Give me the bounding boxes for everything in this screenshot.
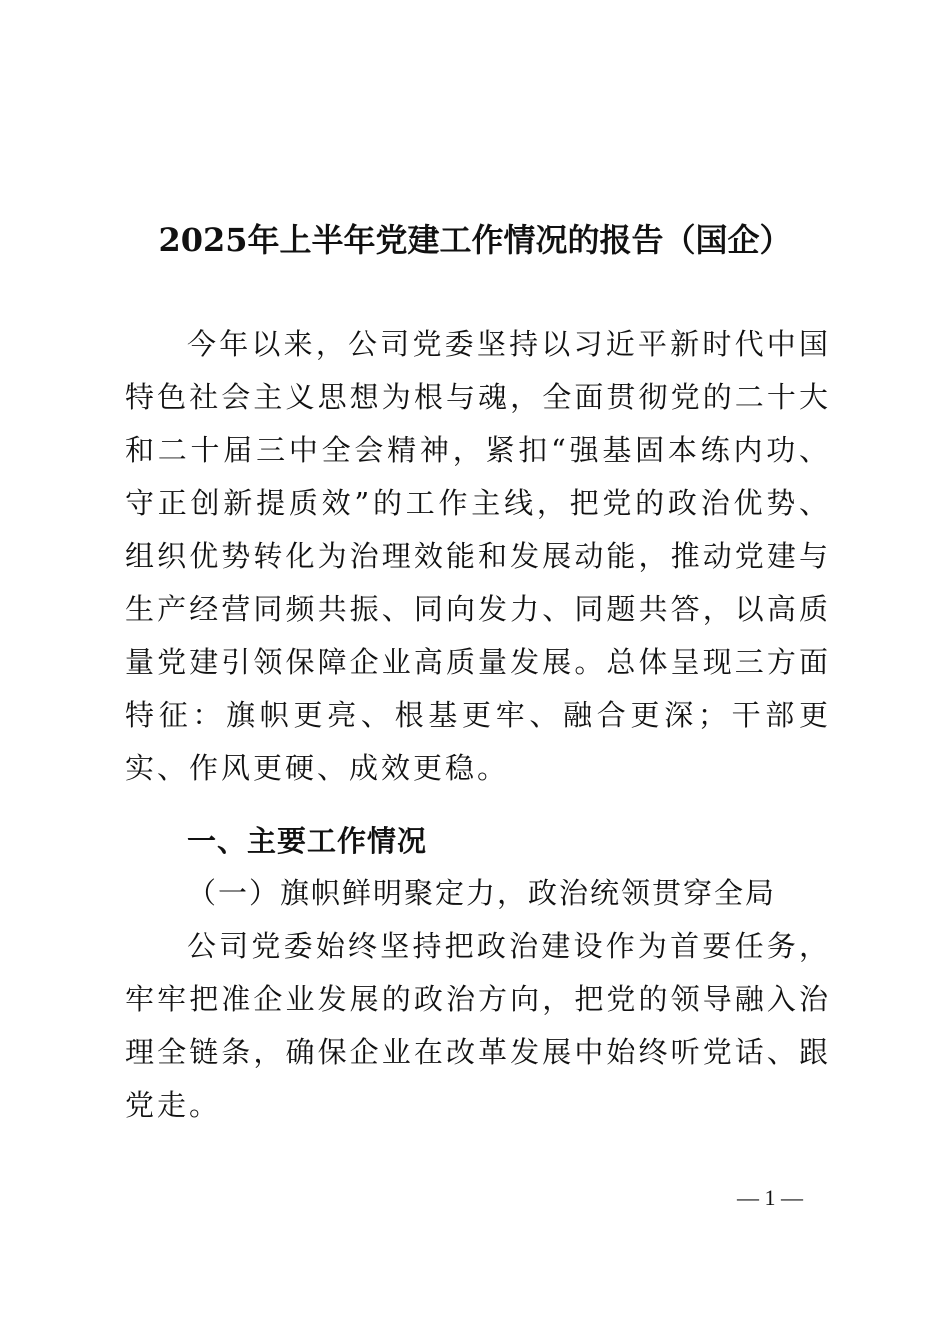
page-number: — 1 — [737,1185,803,1210]
subsection-heading-1: （一）旗帜鲜明聚定力，政治统领贯穿全局 [187,876,777,910]
section-1-paragraph: 公司党委始终坚持把政治建设作为首要任务，牢牢把准企业发展的政治方向，把党的领导融入治理全链条，确保企业在改革发展中始终听党话、跟党走。 [125,929,831,1122]
section-heading-1: 一、主要工作情况 [187,824,428,858]
intro-paragraph: 今年以来，公司党委坚持以习近平新时代中国特色社会主义思想为根与魂，全面贯彻党的二十大和二十届三中全会精神，紧扣“强基固本练内功、守正创新提质效”的工作主线，把党的政治优势、组织优势转化为治理效能和发展动能，推动党建与生产经营同频共振、同向发力、同题共答，以高质量党建引领保障企业高质量发展。总体呈现三方面特征：旗帜更亮、根基更牢、融合更深；干部更实、作风更硬、成效更稳。 [125,327,831,785]
document-title: 2025年上半年党建工作情况的报告（国企） [158,221,792,259]
